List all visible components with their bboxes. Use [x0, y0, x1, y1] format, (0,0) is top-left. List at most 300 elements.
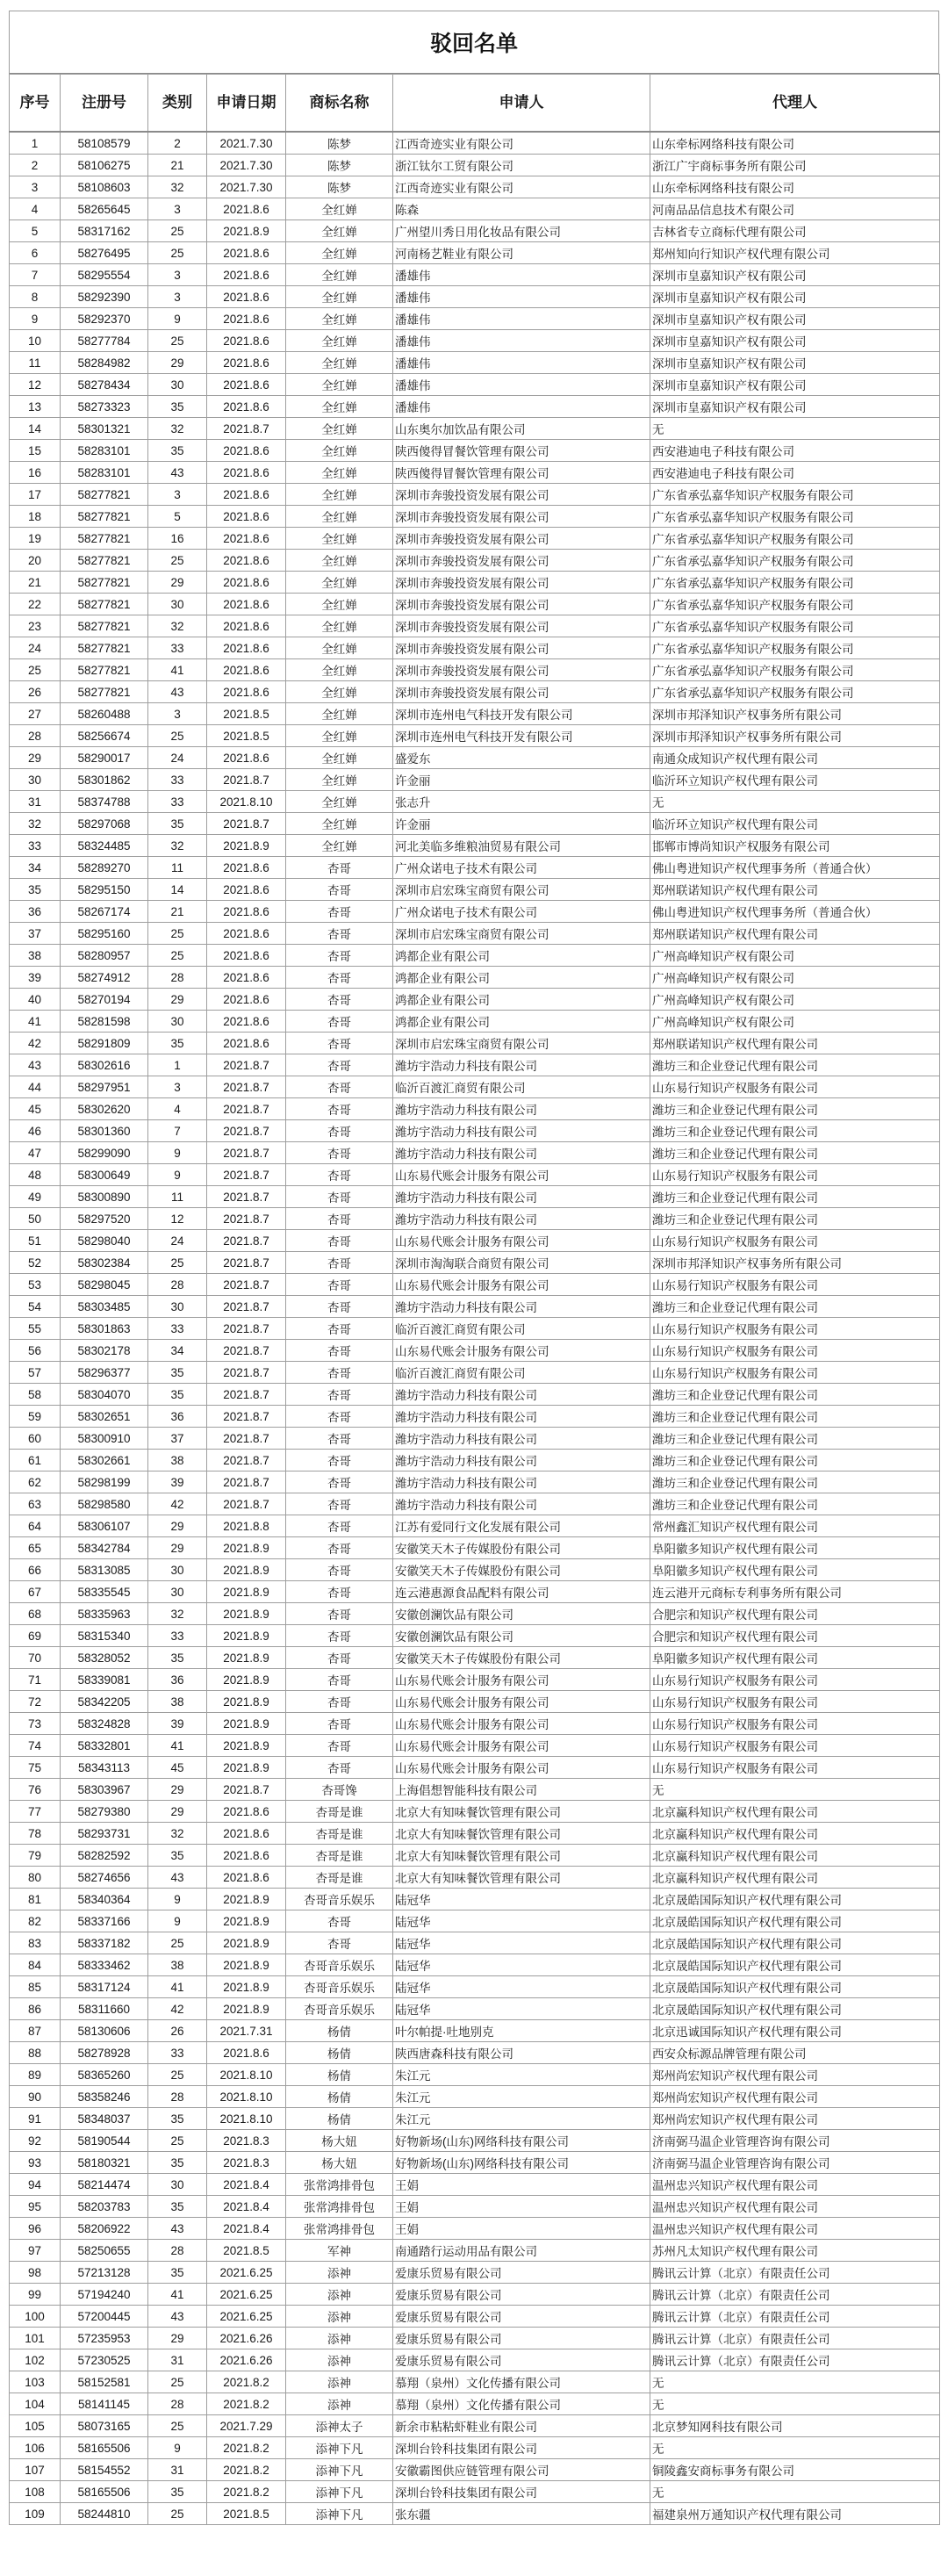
cell-apply-date: 2021.8.6	[207, 945, 286, 967]
cell-trademark-name: 杨倩	[286, 2108, 393, 2130]
table-row	[10, 791, 940, 813]
table-row	[10, 2371, 940, 2393]
cell-apply-date: 2021.8.7	[207, 1779, 286, 1801]
table-row	[10, 1384, 940, 1406]
cell-trademark-name: 杨大妞	[286, 2152, 393, 2174]
cell-apply-date: 2021.8.7	[207, 1054, 286, 1076]
cell-apply-date: 2021.8.6	[207, 308, 286, 330]
cell-class: 43	[148, 2306, 207, 2328]
cell-applicant: 山东易代账会计服务有限公司	[393, 1230, 650, 1252]
cell-agent: 山东易行知识产权服务有限公司	[650, 1691, 940, 1713]
cell-apply-date: 2021.8.9	[207, 220, 286, 242]
cell-reg-no: 58277821	[61, 550, 148, 572]
table-row	[10, 637, 940, 659]
cell-seq: 33	[10, 835, 61, 857]
cell-seq: 68	[10, 1603, 61, 1625]
cell-agent: 北京赢科知识产权代理有限公司	[650, 1801, 940, 1823]
table-row	[10, 1801, 940, 1823]
cell-seq: 44	[10, 1076, 61, 1098]
cell-seq: 48	[10, 1164, 61, 1186]
cell-agent: 潍坊三和企业登记代理有限公司	[650, 1054, 940, 1076]
cell-trademark-name: 杨倩	[286, 2042, 393, 2064]
cell-class: 32	[148, 176, 207, 198]
table-row	[10, 1823, 940, 1845]
cell-agent: 北京赢科知识产权代理有限公司	[650, 1867, 940, 1889]
cell-trademark-name: 杏哥	[286, 1713, 393, 1735]
cell-class: 28	[148, 2240, 207, 2262]
cell-apply-date: 2021.8.9	[207, 1910, 286, 1932]
cell-agent: 无	[650, 2393, 940, 2415]
cell-apply-date: 2021.8.6	[207, 681, 286, 703]
cell-seq: 27	[10, 703, 61, 725]
cell-seq: 66	[10, 1559, 61, 1581]
table-row	[10, 1932, 940, 1954]
cell-class: 41	[148, 659, 207, 681]
cell-applicant: 王娟	[393, 2218, 650, 2240]
cell-agent: 郑州联诺知识产权代理有限公司	[650, 879, 940, 901]
cell-apply-date: 2021.8.6	[207, 2042, 286, 2064]
cell-trademark-name: 全红婵	[286, 769, 393, 791]
cell-trademark-name: 全红婵	[286, 550, 393, 572]
table-row	[10, 725, 940, 747]
cell-trademark-name: 添神下凡	[286, 2503, 393, 2525]
table-row	[10, 1033, 940, 1054]
cell-class: 35	[148, 2152, 207, 2174]
cell-apply-date: 2021.8.4	[207, 2218, 286, 2240]
cell-agent: 深圳市皇嘉知识产权有限公司	[650, 374, 940, 396]
cell-reg-no: 58250655	[61, 2240, 148, 2262]
cell-apply-date: 2021.8.6	[207, 242, 286, 264]
cell-seq: 109	[10, 2503, 61, 2525]
cell-class: 33	[148, 1318, 207, 1340]
cell-trademark-name: 全红婵	[286, 725, 393, 747]
cell-agent: 南通众成知识产权代理有限公司	[650, 747, 940, 769]
table-row	[10, 835, 940, 857]
cell-reg-no: 58106275	[61, 155, 148, 176]
cell-reg-no: 58301863	[61, 1318, 148, 1340]
cell-applicant: 新余市粘粘虾鞋业有限公司	[393, 2415, 650, 2437]
cell-reg-no: 58108603	[61, 176, 148, 198]
cell-seq: 36	[10, 901, 61, 923]
cell-agent: 苏州凡太知识产权代理有限公司	[650, 2240, 940, 2262]
table-row	[10, 1164, 940, 1186]
cell-reg-no: 58302651	[61, 1406, 148, 1428]
cell-class: 29	[148, 989, 207, 1011]
cell-agent: 腾讯云计算（北京）有限责任公司	[650, 2328, 940, 2349]
table-row	[10, 1274, 940, 1296]
cell-applicant: 广州望川秀日用化妆品有限公司	[393, 220, 650, 242]
cell-agent: 常州鑫汇知识产权代理有限公司	[650, 1515, 940, 1537]
table-row	[10, 1559, 940, 1581]
cell-applicant: 陆冠华	[393, 1889, 650, 1910]
cell-apply-date: 2021.8.9	[207, 1954, 286, 1976]
cell-trademark-name: 杨倩	[286, 2086, 393, 2108]
cell-reg-no: 58270194	[61, 989, 148, 1011]
header-row	[10, 75, 940, 133]
cell-reg-no: 58297068	[61, 813, 148, 835]
table-row	[10, 747, 940, 769]
cell-reg-no: 58152581	[61, 2371, 148, 2393]
cell-apply-date: 2021.8.6	[207, 594, 286, 615]
cell-agent: 广州高峰知识产权有限公司	[650, 945, 940, 967]
cell-reg-no: 58277821	[61, 637, 148, 659]
cell-applicant: 陈森	[393, 198, 650, 220]
cell-seq: 76	[10, 1779, 61, 1801]
cell-reg-no: 58292390	[61, 286, 148, 308]
table-row	[10, 2306, 940, 2328]
table-row	[10, 1669, 940, 1691]
cell-seq: 19	[10, 528, 61, 550]
cell-agent: 深圳市皇嘉知识产权有限公司	[650, 396, 940, 418]
cell-reg-no: 58281598	[61, 1011, 148, 1033]
cell-apply-date: 2021.8.7	[207, 1471, 286, 1493]
cell-reg-no: 58276495	[61, 242, 148, 264]
page-title: 驳回名单	[429, 32, 518, 56]
cell-class: 34	[148, 1340, 207, 1362]
cell-applicant: 深圳市奔骏投资发展有限公司	[393, 659, 650, 681]
cell-agent: 深圳市皇嘉知识产权有限公司	[650, 264, 940, 286]
cell-apply-date: 2021.8.10	[207, 791, 286, 813]
cell-reg-no: 58335963	[61, 1603, 148, 1625]
cell-seq: 81	[10, 1889, 61, 1910]
table-row	[10, 1098, 940, 1120]
cell-applicant: 广州众诺电子技术有限公司	[393, 857, 650, 879]
cell-applicant: 安徽笑天木子传媒股份有限公司	[393, 1647, 650, 1669]
cell-applicant: 王娟	[393, 2196, 650, 2218]
cell-apply-date: 2021.8.7	[207, 1164, 286, 1186]
cell-apply-date: 2021.8.9	[207, 1713, 286, 1735]
cell-class: 9	[148, 2437, 207, 2459]
cell-applicant: 浙江钛尔工贸有限公司	[393, 155, 650, 176]
cell-trademark-name: 杏哥	[286, 989, 393, 1011]
table-row	[10, 2328, 940, 2349]
table-row	[10, 1691, 940, 1713]
cell-agent: 山东易行知识产权服务有限公司	[650, 1713, 940, 1735]
cell-apply-date: 2021.8.6	[207, 506, 286, 528]
cell-reg-no: 58302384	[61, 1252, 148, 1274]
cell-agent: 潍坊三和企业登记代理有限公司	[650, 1406, 940, 1428]
cell-applicant: 王娟	[393, 2174, 650, 2196]
cell-trademark-name: 杏哥	[286, 923, 393, 945]
table-row	[10, 1252, 940, 1274]
cell-apply-date: 2021.8.2	[207, 2437, 286, 2459]
cell-reg-no: 58296377	[61, 1362, 148, 1384]
cell-applicant: 盛爱东	[393, 747, 650, 769]
cell-apply-date: 2021.8.6	[207, 528, 286, 550]
cell-reg-no: 57200445	[61, 2306, 148, 2328]
cell-class: 38	[148, 1450, 207, 1471]
cell-seq: 21	[10, 572, 61, 594]
cell-applicant: 临沂百渡汇商贸有限公司	[393, 1076, 650, 1098]
table-row	[10, 2196, 940, 2218]
cell-trademark-name: 杏哥	[286, 1669, 393, 1691]
cell-apply-date: 2021.8.2	[207, 2393, 286, 2415]
cell-reg-no: 58165506	[61, 2437, 148, 2459]
cell-class: 16	[148, 528, 207, 550]
table-row	[10, 2262, 940, 2284]
table-row	[10, 1208, 940, 1230]
cell-reg-no: 58277821	[61, 572, 148, 594]
cell-class: 21	[148, 901, 207, 923]
cell-applicant: 深圳台铃科技集团有限公司	[393, 2481, 650, 2503]
cell-reg-no: 58343113	[61, 1757, 148, 1779]
cell-apply-date: 2021.7.31	[207, 2020, 286, 2042]
cell-trademark-name: 全红婵	[286, 703, 393, 725]
cell-trademark-name: 杏哥	[286, 1384, 393, 1406]
cell-class: 35	[148, 2262, 207, 2284]
cell-trademark-name: 杏哥音乐娱乐	[286, 1998, 393, 2020]
cell-seq: 6	[10, 242, 61, 264]
cell-agent: 潍坊三和企业登记代理有限公司	[650, 1120, 940, 1142]
cell-applicant: 陆冠华	[393, 1910, 650, 1932]
cell-applicant: 潍坊宇浩动力科技有限公司	[393, 1054, 650, 1076]
cell-seq: 99	[10, 2284, 61, 2306]
cell-seq: 70	[10, 1647, 61, 1669]
cell-seq: 95	[10, 2196, 61, 2218]
cell-reg-no: 58302620	[61, 1098, 148, 1120]
cell-trademark-name: 添神下凡	[286, 2459, 393, 2481]
table-row	[10, 2437, 940, 2459]
cell-agent: 郑州联诺知识产权代理有限公司	[650, 923, 940, 945]
cell-agent: 西安众标源品牌管理有限公司	[650, 2042, 940, 2064]
cell-trademark-name: 全红婵	[286, 396, 393, 418]
cell-class: 25	[148, 2371, 207, 2393]
cell-reg-no: 58284982	[61, 352, 148, 374]
cell-reg-no: 58306107	[61, 1515, 148, 1537]
cell-agent: 广东省承弘嘉华知识产权服务有限公司	[650, 615, 940, 637]
cell-reg-no: 58277821	[61, 484, 148, 506]
table-row	[10, 1845, 940, 1867]
cell-class: 35	[148, 440, 207, 462]
cell-trademark-name: 杏哥	[286, 1296, 393, 1318]
cell-apply-date: 2021.8.6	[207, 615, 286, 637]
cell-class: 43	[148, 681, 207, 703]
cell-applicant: 好物新场(山东)网络科技有限公司	[393, 2130, 650, 2152]
cell-apply-date: 2021.8.9	[207, 1603, 286, 1625]
cell-applicant: 潍坊宇浩动力科技有限公司	[393, 1120, 650, 1142]
cell-agent: 无	[650, 2371, 940, 2393]
cell-reg-no: 58280957	[61, 945, 148, 967]
cell-trademark-name: 杏哥	[286, 1910, 393, 1932]
cell-reg-no: 58203783	[61, 2196, 148, 2218]
cell-agent: 西安港迪电子科技有限公司	[650, 462, 940, 484]
cell-reg-no: 58297951	[61, 1076, 148, 1098]
cell-agent: 广州高峰知识产权有限公司	[650, 989, 940, 1011]
cell-trademark-name: 杏哥	[286, 1011, 393, 1033]
cell-seq: 105	[10, 2415, 61, 2437]
cell-seq: 89	[10, 2064, 61, 2086]
cell-applicant: 深圳市奔骏投资发展有限公司	[393, 637, 650, 659]
cell-agent: 无	[650, 1779, 940, 1801]
cell-apply-date: 2021.8.6	[207, 1823, 286, 1845]
cell-seq: 5	[10, 220, 61, 242]
cell-trademark-name: 全红婵	[286, 220, 393, 242]
cell-applicant: 北京大有知味餐饮管理有限公司	[393, 1845, 650, 1867]
table-row	[10, 572, 940, 594]
cell-apply-date: 2021.8.7	[207, 1208, 286, 1230]
cell-trademark-name: 杏哥	[286, 1164, 393, 1186]
cell-reg-no: 58293731	[61, 1823, 148, 1845]
cell-applicant: 潍坊宇浩动力科技有限公司	[393, 1471, 650, 1493]
cell-agent: 深圳市皇嘉知识产权有限公司	[650, 330, 940, 352]
cell-seq: 1	[10, 132, 61, 155]
cell-class: 32	[148, 418, 207, 440]
cell-class: 28	[148, 1274, 207, 1296]
cell-applicant: 潍坊宇浩动力科技有限公司	[393, 1186, 650, 1208]
cell-trademark-name: 杏哥	[286, 1537, 393, 1559]
cell-trademark-name: 杨倩	[286, 2064, 393, 2086]
title-box	[9, 11, 939, 75]
cell-reg-no: 58180321	[61, 2152, 148, 2174]
cell-agent: 北京晟皓国际知识产权代理有限公司	[650, 1998, 940, 2020]
cell-reg-no: 58302178	[61, 1340, 148, 1362]
cell-agent: 西安港迪电子科技有限公司	[650, 440, 940, 462]
cell-reg-no: 58292370	[61, 308, 148, 330]
table-header	[10, 75, 940, 133]
cell-apply-date: 2021.8.4	[207, 2174, 286, 2196]
cell-trademark-name: 添神	[286, 2262, 393, 2284]
cell-seq: 40	[10, 989, 61, 1011]
cell-applicant: 慕翔（泉州）文化传播有限公司	[393, 2393, 650, 2415]
cell-trademark-name: 全红婵	[286, 198, 393, 220]
cell-seq: 64	[10, 1515, 61, 1537]
cell-reg-no: 58342205	[61, 1691, 148, 1713]
table-row	[10, 1515, 940, 1537]
cell-trademark-name: 杏哥是谁	[286, 1845, 393, 1867]
cell-applicant: 陆冠华	[393, 1976, 650, 1998]
cell-reg-no: 57194240	[61, 2284, 148, 2306]
cell-trademark-name: 全红婵	[286, 462, 393, 484]
cell-trademark-name: 全红婵	[286, 813, 393, 835]
cell-class: 3	[148, 286, 207, 308]
cell-trademark-name: 杏哥	[286, 1428, 393, 1450]
cell-class: 26	[148, 2020, 207, 2042]
table-row	[10, 879, 940, 901]
cell-trademark-name: 杏哥	[286, 1603, 393, 1625]
cell-agent: 佛山粤进知识产权代理事务所（普通合伙）	[650, 857, 940, 879]
cell-trademark-name: 添神太子	[286, 2415, 393, 2437]
cell-agent: 潍坊三和企业登记代理有限公司	[650, 1428, 940, 1450]
cell-apply-date: 2021.8.9	[207, 1669, 286, 1691]
cell-agent: 北京赢科知识产权代理有限公司	[650, 1823, 940, 1845]
cell-trademark-name: 杏哥	[286, 901, 393, 923]
cell-apply-date: 2021.8.6	[207, 857, 286, 879]
cell-seq: 58	[10, 1384, 61, 1406]
cell-seq: 52	[10, 1252, 61, 1274]
cell-trademark-name: 添神下凡	[286, 2437, 393, 2459]
cell-apply-date: 2021.8.6	[207, 879, 286, 901]
cell-seq: 41	[10, 1011, 61, 1033]
cell-applicant: 深圳市奔骏投资发展有限公司	[393, 528, 650, 550]
cell-trademark-name: 杏哥	[286, 1120, 393, 1142]
cell-reg-no: 58291809	[61, 1033, 148, 1054]
cell-agent: 潍坊三和企业登记代理有限公司	[650, 1384, 940, 1406]
cell-apply-date: 2021.8.6	[207, 462, 286, 484]
cell-reg-no: 58108579	[61, 132, 148, 155]
cell-apply-date: 2021.8.5	[207, 725, 286, 747]
cell-trademark-name: 杏哥音乐娱乐	[286, 1889, 393, 1910]
cell-class: 7	[148, 1120, 207, 1142]
cell-class: 3	[148, 198, 207, 220]
cell-apply-date: 2021.8.7	[207, 1340, 286, 1362]
cell-class: 32	[148, 615, 207, 637]
cell-trademark-name: 全红婵	[286, 637, 393, 659]
cell-trademark-name: 杏哥	[286, 1033, 393, 1054]
cell-trademark-name: 杏哥	[286, 1450, 393, 1471]
cell-seq: 12	[10, 374, 61, 396]
cell-applicant: 深圳市连州电气科技开发有限公司	[393, 725, 650, 747]
cell-agent: 北京晟皓国际知识产权代理有限公司	[650, 1889, 940, 1910]
table-row	[10, 1954, 940, 1976]
cell-agent: 合肥宗和知识产权代理有限公司	[650, 1625, 940, 1647]
cell-seq: 31	[10, 791, 61, 813]
table-row	[10, 440, 940, 462]
table-row	[10, 901, 940, 923]
cell-reg-no: 58277821	[61, 506, 148, 528]
cell-reg-no: 58301862	[61, 769, 148, 791]
cell-class: 38	[148, 1954, 207, 1976]
cell-agent: 临沂环立知识产权代理有限公司	[650, 769, 940, 791]
cell-reg-no: 58260488	[61, 703, 148, 725]
cell-class: 29	[148, 1515, 207, 1537]
cell-agent: 广东省承弘嘉华知识产权服务有限公司	[650, 484, 940, 506]
cell-trademark-name: 全红婵	[286, 835, 393, 857]
cell-apply-date: 2021.8.6	[207, 572, 286, 594]
cell-trademark-name: 全红婵	[286, 374, 393, 396]
cell-applicant: 安徽笑天木子传媒股份有限公司	[393, 1559, 650, 1581]
cell-applicant: 山东易代账会计服务有限公司	[393, 1691, 650, 1713]
cell-seq: 15	[10, 440, 61, 462]
cell-class: 9	[148, 1889, 207, 1910]
cell-class: 25	[148, 725, 207, 747]
cell-seq: 49	[10, 1186, 61, 1208]
cell-apply-date: 2021.7.30	[207, 132, 286, 155]
table-row	[10, 330, 940, 352]
cell-class: 43	[148, 462, 207, 484]
cell-seq: 74	[10, 1735, 61, 1757]
cell-apply-date: 2021.8.9	[207, 1735, 286, 1757]
cell-seq: 4	[10, 198, 61, 220]
cell-reg-no: 58298199	[61, 1471, 148, 1493]
cell-reg-no: 58300910	[61, 1428, 148, 1450]
cell-agent: 腾讯云计算（北京）有限责任公司	[650, 2306, 940, 2328]
cell-agent: 阜阳徽多知识产权代理有限公司	[650, 1647, 940, 1669]
cell-apply-date: 2021.8.8	[207, 1515, 286, 1537]
cell-agent: 温州忠兴知识产权代理有限公司	[650, 2218, 940, 2240]
cell-agent: 潍坊三和企业登记代理有限公司	[650, 1450, 940, 1471]
table-row	[10, 352, 940, 374]
cell-seq: 83	[10, 1932, 61, 1954]
cell-seq: 10	[10, 330, 61, 352]
cell-applicant: 临沂百渡汇商贸有限公司	[393, 1362, 650, 1384]
cell-trademark-name: 军神	[286, 2240, 393, 2262]
table-row	[10, 769, 940, 791]
cell-agent: 深圳市皇嘉知识产权有限公司	[650, 308, 940, 330]
cell-agent: 潍坊三和企业登记代理有限公司	[650, 1296, 940, 1318]
cell-apply-date: 2021.8.7	[207, 769, 286, 791]
cell-apply-date: 2021.8.6	[207, 286, 286, 308]
cell-trademark-name: 陈梦	[286, 176, 393, 198]
cell-apply-date: 2021.8.5	[207, 2503, 286, 2525]
cell-apply-date: 2021.8.6	[207, 1867, 286, 1889]
cell-reg-no: 58277821	[61, 659, 148, 681]
table-row	[10, 2086, 940, 2108]
table-row	[10, 1076, 940, 1098]
cell-seq: 65	[10, 1537, 61, 1559]
cell-seq: 28	[10, 725, 61, 747]
cell-seq: 16	[10, 462, 61, 484]
header-trademark-name: 商标名称	[286, 75, 393, 133]
